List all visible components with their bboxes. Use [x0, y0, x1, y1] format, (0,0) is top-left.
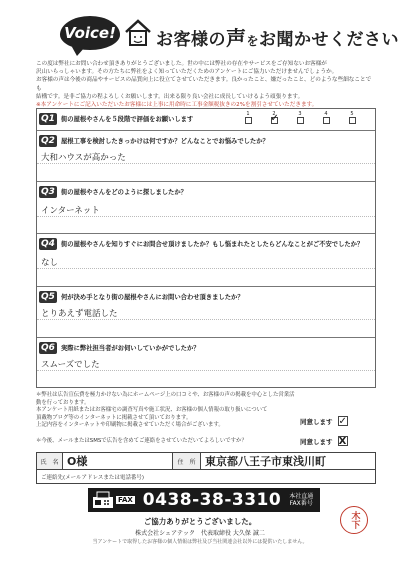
consent-agree-2[interactable]: [300, 436, 348, 446]
question-number: Q6: [39, 342, 57, 354]
rating-label: 3: [298, 111, 302, 117]
name-address-row: [36, 452, 376, 470]
question-text: 何が決め手となり街の屋根やさんにお問い合わせ頂きましたか？: [61, 294, 244, 301]
agree-label: 同意します: [300, 417, 333, 426]
privacy-text: 当アンケートで取得したお客様の個人情報は弊社及び当社関連会社以外には提供いたしません。: [92, 539, 308, 545]
question-2: [37, 131, 375, 182]
intro-line: 結構です。是非ご協力の程よろしくお願いします。出来る限り良い会社に成長していけるよう頑張ります。: [36, 93, 304, 100]
questions-box: [36, 108, 376, 388]
question-number: Q4: [39, 238, 57, 250]
thanks-text: ご協力ありがとうございました。: [143, 517, 257, 526]
rating-option-5[interactable]: [341, 111, 363, 127]
answer-text[interactable]: なし: [41, 258, 59, 268]
answer-line: [37, 319, 375, 320]
rating-checkbox[interactable]: [297, 117, 304, 124]
answer-line: [37, 268, 375, 269]
rating-label: 4: [324, 111, 328, 117]
contact-label: ご連絡先(メールアドレスまたは電話番号): [41, 475, 145, 481]
discount-note: ※本アンケートにご記入いただいたお客様には上事に用命時に工事金額税抜きの2%を割引させていただきます。: [36, 102, 318, 109]
question-text: 街の屋根やさんをどのように探しましたか？: [61, 189, 187, 196]
question-6: [37, 338, 375, 389]
title-emphasis: 声: [226, 26, 247, 50]
question-1: [37, 109, 375, 131]
voice-bubble-icon: [60, 16, 120, 50]
sms-note: ＊今後、メールまたはSMSで広告を含めてご連絡をさせていただいてよろしいですか？: [36, 437, 247, 444]
rating-label: 2: [272, 111, 276, 117]
answer-text[interactable]: 大和ハウスが高かった: [41, 153, 126, 163]
question-number: Q3: [39, 186, 57, 198]
agree-checkbox[interactable]: X: [338, 436, 347, 447]
question-text: 街の屋根やさんを５段階で評価をお願いします: [61, 116, 194, 123]
title-suffix: お聞かせください: [259, 30, 400, 50]
consent-notes: [36, 392, 296, 446]
answer-line: [37, 163, 375, 164]
hanko-stamp: [340, 506, 368, 534]
agree-checkbox[interactable]: ✓: [338, 416, 347, 427]
rating-checkbox[interactable]: [349, 117, 356, 124]
fax-label: FAX: [118, 496, 133, 504]
note-line: 本アンケート用紙またはお客様宅の調査写真や施工状況、お客様の個人情報の取り扱いについて: [36, 407, 268, 414]
fax-banner: [88, 488, 320, 512]
survey-header: [60, 12, 400, 54]
question-3: [37, 182, 375, 234]
rating-label: 5: [350, 111, 354, 117]
rating-checkbox[interactable]: [271, 117, 278, 124]
answer-line: [37, 216, 375, 217]
rating-scale: [237, 111, 363, 127]
question-4: [37, 234, 375, 287]
title-mid: を: [246, 34, 260, 48]
rating-option-4[interactable]: [315, 111, 337, 127]
company-text: 株式会社シェアテック 代表取締役 大久保 誠二: [135, 530, 265, 537]
agree-label: 同意します: [300, 437, 333, 446]
answer-line: [37, 370, 375, 371]
name-label: 氏 名: [37, 453, 63, 469]
intro-text: [36, 60, 376, 109]
question-text: 実際に弊社担当者がお伺いしていかがでしたか？: [61, 345, 200, 352]
fax-direct-note: 本社直通 FAX番号: [289, 493, 314, 507]
answer-text[interactable]: インターネット: [41, 206, 100, 216]
rating-checkbox[interactable]: [323, 117, 330, 124]
intro-line: お客様の声は今後の商品やサービスの品質向上に役立てさせていただきます。良かったこと、嫌だったこと、どのような些細なことでも: [36, 77, 372, 92]
title-prefix: お客様の: [156, 30, 226, 50]
fax-number[interactable]: 0438-38-3310: [142, 490, 282, 510]
note-line: 頂戴物ブログ等のインターネットに掲載させて頂いております。: [36, 414, 192, 421]
question-text: 屋根工事を検討したきっかけは何ですか？どんなことでお悩みでしたか？: [61, 138, 269, 145]
address-label: 住 所: [173, 453, 201, 469]
question-text: 街の屋根やさんを知りすぐにお問合せ頂けましたか？もし悩まれたとしたらどんなことがご不安でしたか？: [61, 241, 364, 248]
rating-label: 1: [246, 111, 250, 117]
answer-text[interactable]: スムーズでした: [41, 360, 100, 370]
rating-checkbox[interactable]: [245, 117, 252, 124]
voice-label: Voice!: [64, 24, 116, 42]
fax-machine-icon: [92, 491, 114, 509]
note-line: ＊弊社は広告宣伝費を極力かけない為にホームページ上の口コミや、お客様の声の掲載を中心とした営業活動を行っております。: [36, 392, 295, 406]
question-number: Q5: [39, 291, 57, 303]
contact-field[interactable]: [36, 470, 376, 484]
rating-option-2[interactable]: [263, 111, 285, 127]
name-field[interactable]: O様: [63, 453, 173, 469]
question-number: Q2: [39, 135, 57, 147]
stamp-text: 木下: [349, 511, 360, 529]
rating-option-1[interactable]: [237, 111, 259, 127]
intro-line: 沢山いらっしゃいます。その方たちに弊社をよく知っていただくためのアンケートにご協力いただけませんでしょうか。: [36, 69, 338, 76]
question-number: Q1: [39, 113, 57, 125]
answer-text[interactable]: とりあえず電話した: [41, 309, 118, 319]
rating-option-3[interactable]: [289, 111, 311, 127]
consent-agree-1[interactable]: [300, 416, 348, 426]
address-field[interactable]: 東京都八王子市東浅川町: [205, 455, 326, 468]
note-line: 上記内容をインターネットや印刷物に掲載させていただく場合がございます。: [36, 422, 224, 429]
question-5: [37, 287, 375, 338]
house-icon: [124, 18, 152, 48]
page-title: [156, 22, 399, 51]
intro-line: この度は弊社にお問い合わせ頂きありがとうございました。世の中には弊社の存在やサービスをご存知ないお客様が: [36, 61, 327, 67]
